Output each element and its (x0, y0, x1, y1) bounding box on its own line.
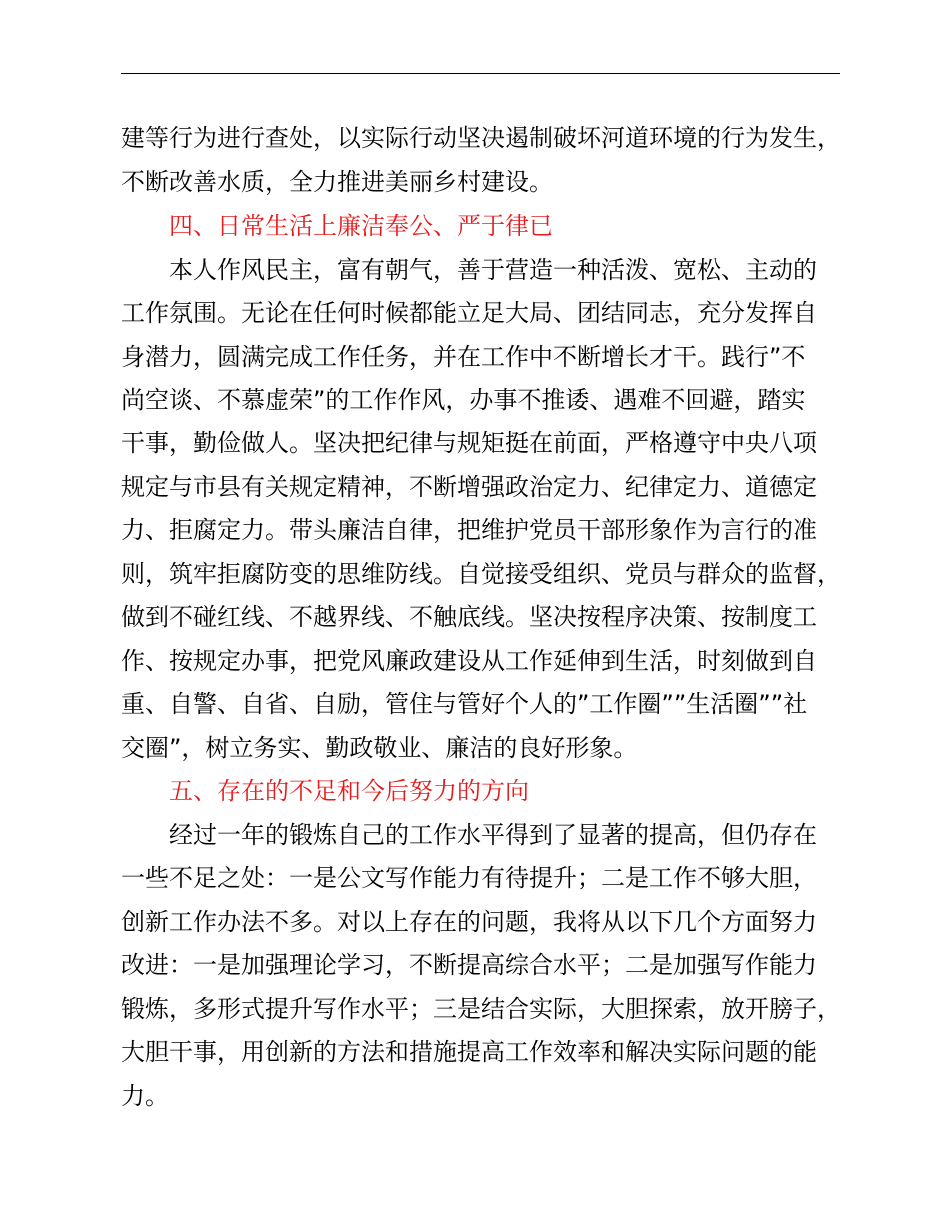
paragraph-line: 改进：一是加强理论学习，不断提高综合水平；二是加强写作能力 (121, 951, 817, 979)
paragraph-line: 一些不足之处：一是公文写作能力有待提升；二是工作不够大胆， (121, 864, 817, 892)
paragraph-line: 做到不碰红线、不越界线、不触底线。坚决按程序决策、按制度工 (121, 603, 817, 631)
paragraph-line: 不断改善水质，全力推进美丽乡村建设。 (121, 168, 553, 196)
paragraph-line: 力、拒腐定力。带头廉洁自律，把维护党员干部形象作为言行的准 (121, 516, 817, 544)
paragraph-line: 工作氛围。无论在任何时候都能立足大局、团结同志，充分发挥自 (121, 299, 817, 327)
paragraph-line: 锻炼，多形式提升写作水平；三是结合实际，大胆探索，放开膀子， (121, 995, 841, 1023)
paragraph-line: 大胆干事，用创新的方法和措施提高工作效率和解决实际问题的能 (121, 1038, 817, 1066)
section-heading-5: 五、存在的不足和今后努力的方向 (169, 777, 529, 805)
header-rule (121, 73, 840, 74)
paragraph-line: 交圈”，树立务实、勤政敬业、廉洁的良好形象。 (121, 734, 638, 762)
paragraph-line: 干事，勤俭做人。坚决把纪律与规矩挺在前面，严格遵守中央八项 (121, 429, 817, 457)
paragraph-line: 则，筑牢拒腐防变的思维防线。自觉接受组织、党员与群众的监督， (121, 560, 841, 588)
paragraph-line: 本人作风民主，富有朝气，善于营造一种活泼、宽松、主动的 (169, 256, 817, 284)
paragraph-line: 尚空谈、不慕虚荣”的工作作风，办事不推诿、遇难不回避，踏实 (121, 386, 806, 414)
paragraph-line: 作、按规定办事，把党风廉政建设从工作延伸到生活，时刻做到自 (121, 647, 817, 675)
paragraph-line: 身潜力，圆满完成工作任务，并在工作中不断增长才干。践行”不 (121, 343, 806, 371)
section-heading-4: 四、日常生活上廉洁奉公、严于律已 (169, 212, 553, 240)
paragraph-line: 规定与市县有关规定精神，不断增强政治定力、纪律定力、道德定 (121, 473, 817, 501)
paragraph-line: 建等行为进行查处，以实际行动坚决遏制破坏河道环境的行为发生， (121, 124, 841, 152)
paragraph-line: 力。 (121, 1082, 169, 1110)
paragraph-line: 创新工作办法不多。对以上存在的问题，我将从以下几个方面努力 (121, 908, 817, 936)
paragraph-line: 经过一年的锻炼自己的工作水平得到了显著的提高，但仍存在 (169, 821, 817, 849)
paragraph-line: 重、自警、自省、自励，管住与管好个人的”工作圈””生活圈””社 (121, 690, 808, 718)
